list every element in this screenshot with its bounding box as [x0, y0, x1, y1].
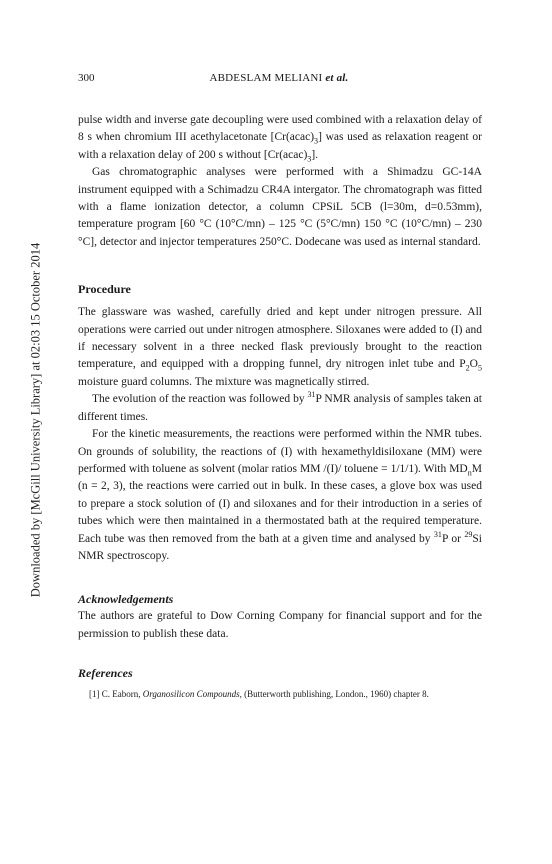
acknowledgements-heading: Acknowledgements [78, 592, 174, 607]
reference-item: [1] C. Eaborn, Organosilicon Compounds, (Butterworth publishing, London., 1960) chapter 8. [89, 689, 429, 700]
paragraph-procedure-kinetics: For the kinetic measurements, the reactions were performed within the NMR tubes. On grounds of solubility, the reactions of (I) with hexamethyldisiloxane (MM) were performed with toluene as solvent (molar ratios MM /(I)/ toluene = 1/1/1). With $MD_nM$ (n = 2, 3), the reactions were carried out in bulk. In these cases, a glove box was used to prepare a stock solution of (I) and siloxanes and for their introduction in a series of tubes which were then maintained in a thermostated bath at the required temperature. Each tube was then removed from the bath at a given time and analysed by $^{31}$P or $^{29}$Si NMR spectroscopy. [78, 428, 482, 562]
running-head-author: ABDESLAM MELIANI [209, 72, 323, 84]
paragraph-nmr-method: pulse width and inverse gate decoupling were used combined with a relaxation delay of 8 s when chromium III acethylacetonate $[Cr(acac)_3]$ was used as relaxation reagent or with a relaxation delay of 200 s without $[Cr(acac)_3]$. [78, 114, 482, 164]
page-number: 300 [78, 72, 95, 84]
download-note: Downloaded by [McGill University Library] at 02:03 15 October 2014 [28, 242, 43, 598]
download-watermark [26, 160, 46, 680]
paragraph-acknowledgements: The authors are grateful to Dow Corning Company for financial support and for the permission to publish these data. [78, 610, 482, 640]
procedure-heading: Procedure [78, 282, 131, 297]
paragraph-gc-analysis: Gas chromatographic analyses were performed with a Shimadzu GC-14A instrument equipped with a Schimadzu CR4A intergator. The chromatograph was fitted with a flame ionization detector, a column CPSiL 5CB (l=30m, d=0.53mm), temperature program [60 °C (10°C/mn) – 125 °C (5°C/mn) 150 °C (10°C/mn) – 230 °C], detector and injector temperatures 250°C. Dodecane was used as internal standard. [78, 166, 482, 248]
running-head-etal: et al. [325, 72, 349, 84]
running-head [78, 72, 480, 84]
page-header [78, 72, 480, 90]
paragraph-procedure-setup: The glassware was washed, carefully dried and kept under nitrogen pressure. All operations were carried out under nitrogen atmosphere. Siloxanes were added to (I) and if necessary solvent in a three necked flask previously brought to the reaction temperature, and equipped with a dropping funnel, dry nitrogen inlet tube and $P_2O_5$ moisture guard columns. The mixture was magnetically stirred. [78, 306, 482, 388]
references-heading: References [78, 666, 133, 681]
paragraph-procedure-evolution: The evolution of the reaction was followed by $^{31}$P NMR analysis of samples taken at different times. [78, 390, 482, 423]
page-body [78, 112, 482, 702]
